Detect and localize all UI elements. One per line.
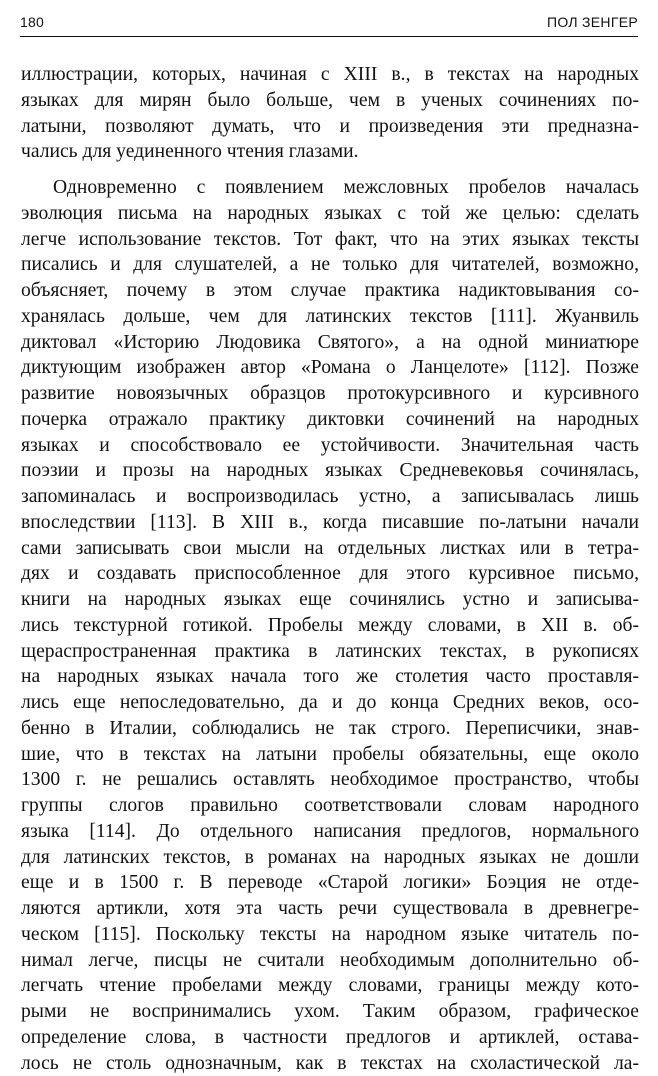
page-header — [20, 14, 638, 37]
text-line: языках и способствовало ее устойчивости. Значительная часть — [21, 433, 639, 459]
text-line: ляются артикли, хотя эта часть речи существовала в древнегре- — [21, 896, 639, 922]
text-line: легчать чтение пробелами между словами, границы между кото- — [21, 973, 639, 999]
paragraph-gap — [21, 165, 639, 175]
text-line: еще и в 1500 г. В переводе «Старой логики» Боэция не отде- — [21, 870, 639, 896]
paragraph-continuation — [21, 62, 639, 165]
text-line: 1300 г. не решались оставлять необходимое пространство, чтобы — [21, 767, 639, 793]
text-line: диктующим изображен автор «Романа о Ланцелоте» [112]. Позже — [21, 355, 639, 381]
text-line: группы слогов правильно соответствовали словам народного — [21, 793, 639, 819]
text-line: лись текстурной готикой. Пробелы между словами, в XII в. об- — [21, 613, 639, 639]
text-line: шие, что в текстах на латыни пробелы обязательны, еще около — [21, 742, 639, 768]
text-line: легче использование текстов. Тот факт, что на этих языках тексты — [21, 227, 639, 253]
text-line: бенно в Италии, соблюдались не так строго. Переписчики, знав- — [21, 716, 639, 742]
text-line: дях и создавать приспособленное для этого курсивное письмо, — [21, 561, 639, 587]
text-line: иллюстрации, которых, начиная с XIII в., в текстах на народных — [21, 62, 639, 88]
body-text — [21, 62, 639, 1076]
text-line: эволюция письма на народных языках с той же целью: сделать — [21, 201, 639, 227]
text-line: поэзии и прозы на народных языках Средневековья сочинялась, — [21, 458, 639, 484]
text-line: ческом [115]. Поскольку тексты на народном языке читатель по- — [21, 922, 639, 948]
text-line: языка [114]. До отдельного написания предлогов, нормального — [21, 819, 639, 845]
page-number: 180 — [20, 14, 44, 30]
text-line: чались для уединенного чтения глазами. — [21, 139, 639, 165]
text-line: сами записывать свои мысли на отдельных листках или в тетра- — [21, 536, 639, 562]
text-line: лось не столь однозначным, как в текстах на схоластической ла- — [21, 1051, 639, 1076]
text-line: хранялась дольше, чем для латинских текстов [111]. Жуанвиль — [21, 304, 639, 330]
text-line: рыми не воспринимались ухом. Таким образом, графическое — [21, 999, 639, 1025]
text-line: Одновременно с появлением межсловных пробелов началась — [21, 175, 639, 201]
text-line: почерка отражало практику диктовки сочинений на народных — [21, 407, 639, 433]
text-line: развитие новоязычных образцов протокурсивного и курсивного — [21, 381, 639, 407]
text-line: латыни, позволяют думать, что и произведения эти предназна- — [21, 114, 639, 140]
text-line: для латинских текстов, в романах на народных языках не дошли — [21, 845, 639, 871]
text-line: книги на народных языках еще сочинялись устно и записыва- — [21, 587, 639, 613]
text-line: языках для мирян было больше, чем в ученых сочинениях по- — [21, 88, 639, 114]
text-line: запоминалась и воспроизводилась устно, а записывалась лишь — [21, 484, 639, 510]
text-line: на народных языках начала того же столетия часто проставля- — [21, 664, 639, 690]
text-line: писались и для слушателей, а не только для читателей, возможно, — [21, 252, 639, 278]
text-line: диктовал «Историю Людовика Святого», а на одной миниатюре — [21, 330, 639, 356]
text-line: определение слова, в частности предлогов и артиклей, остава- — [21, 1025, 639, 1051]
text-line: щераспространенная практика в латинских текстах, в рукописях — [21, 639, 639, 665]
text-line: объясняет, почему в этом случае практика надиктовывания со- — [21, 278, 639, 304]
text-line: нимал легче, писцы не считали необходимым дополнительно об- — [21, 948, 639, 974]
running-head-author: ПОЛ ЗЕНГЕР — [547, 14, 638, 30]
text-line: лись еще непоследовательно, да и до конца Средних веков, осо- — [21, 690, 639, 716]
paragraph-main — [21, 175, 639, 1076]
text-line: впоследствии [113]. В XIII в., когда писавшие по-латыни начали — [21, 510, 639, 536]
